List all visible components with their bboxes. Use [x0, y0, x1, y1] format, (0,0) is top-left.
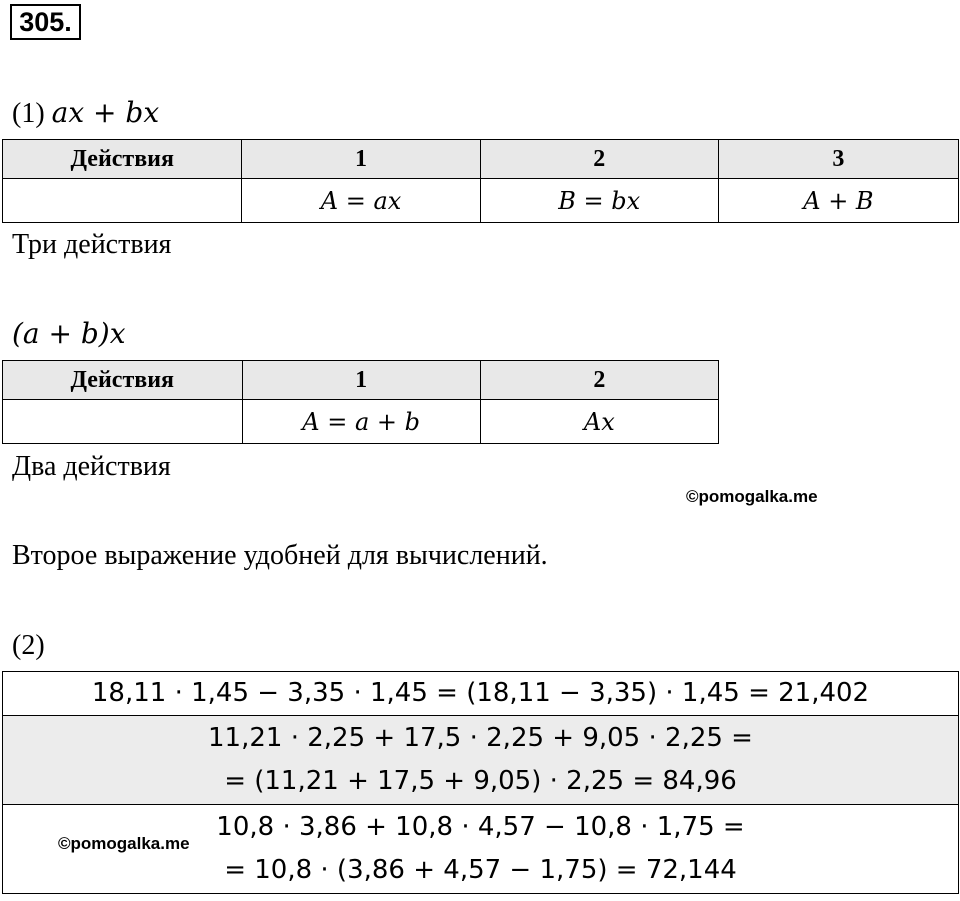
table1-cell-1: A = ax	[242, 179, 480, 223]
table2-header-2: 2	[480, 361, 718, 400]
actions-table-2	[2, 360, 719, 444]
problem-number: 305.	[10, 4, 81, 40]
table2-header-actions: Действия	[3, 361, 243, 400]
part1-heading	[12, 97, 159, 130]
expression-2: (a + b)x	[12, 317, 126, 350]
calc-row-2-line-2: = (11,21 + 17,5 + 9,05) · 2,25 = 84,96	[224, 766, 737, 796]
calc-row-2	[3, 716, 959, 805]
table2-cell-2: Ax	[480, 400, 718, 444]
conclusion-text: Второе выражение удобней для вычислений.	[12, 540, 548, 571]
calc-row-1	[3, 672, 959, 716]
calc-row-2-line-1: 11,21 · 2,25 + 17,5 · 2,25 + 9,05 · 2,25 =	[208, 723, 753, 753]
table2-header-1: 1	[242, 361, 480, 400]
note-two-actions: Два действия	[12, 451, 171, 482]
table1-header-2: 2	[480, 140, 718, 179]
table1-header-1: 1	[242, 140, 480, 179]
calc-row-1-line-1: 18,11 · 1,45 − 3,35 · 1,45 = (18,11 − 3,35) · 1,45 = 21,402	[91, 678, 870, 708]
table2-cell-1: A = a + b	[242, 400, 480, 444]
watermark-1: ©pomogalka.me	[686, 487, 818, 506]
table1-cell-empty	[3, 179, 242, 223]
table1-header-actions: Действия	[3, 140, 242, 179]
table1-cell-3: A + B	[718, 179, 958, 223]
calc-row-3-line-1: 10,8 · 3,86 + 10,8 · 4,57 − 10,8 · 1,75 =	[216, 812, 745, 842]
table2-cell-empty	[3, 400, 243, 444]
note-three-actions: Три действия	[12, 229, 172, 260]
table1-header-3: 3	[718, 140, 958, 179]
calculation-table	[2, 671, 959, 894]
actions-table-1	[2, 139, 959, 223]
watermark-2: ©pomogalka.me	[58, 834, 190, 853]
part1-label: (1)	[12, 98, 52, 129]
table1-cell-2: B = bx	[480, 179, 718, 223]
expression-1: ax + bx	[51, 96, 160, 129]
calc-row-3-line-2: = 10,8 · (3,86 + 4,57 − 1,75) = 72,144	[224, 855, 737, 885]
part2-label: (2)	[12, 630, 45, 661]
